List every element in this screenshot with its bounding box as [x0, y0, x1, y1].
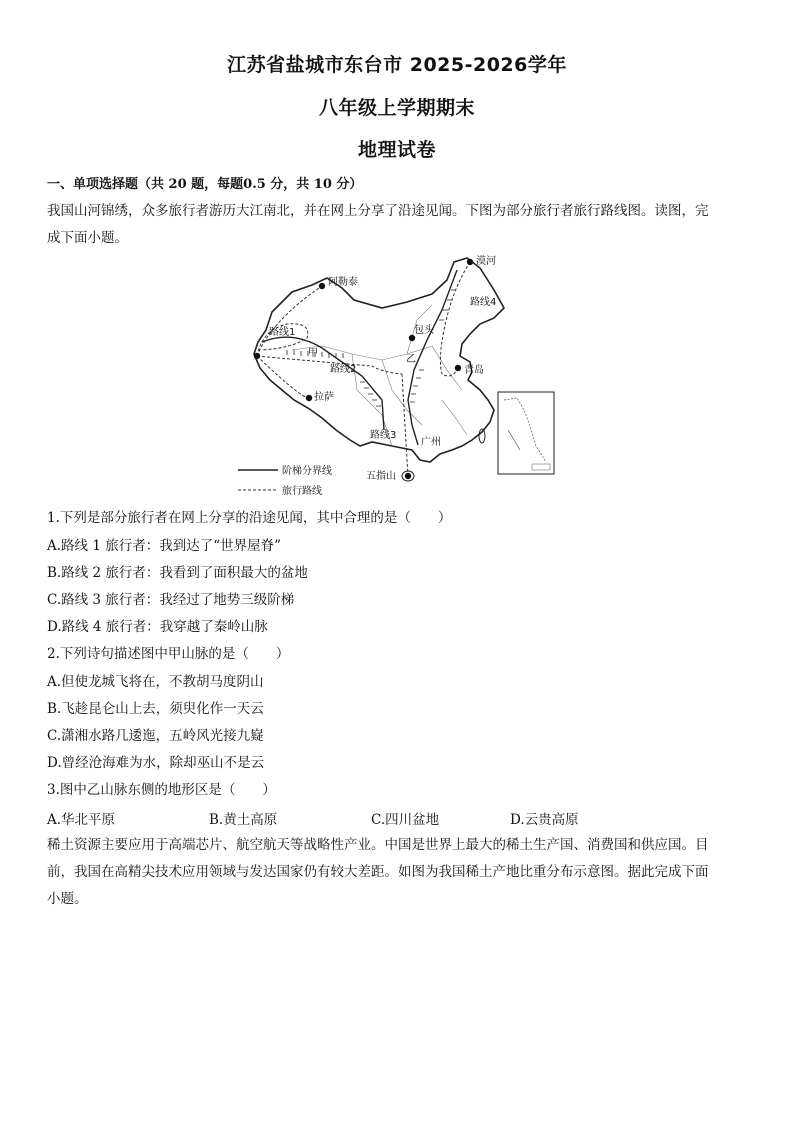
city-mohe [467, 259, 473, 265]
question-2-option-b[interactable]: B.飞趁昆仑山上去，须臾化作一天云 [47, 701, 264, 717]
label-jia: 甲 [308, 348, 318, 359]
china-map-svg [232, 250, 562, 500]
question-1-option-a[interactable]: A.路线 1 旅行者：我到达了“世界屋脊” [47, 538, 282, 554]
question-3-option-d[interactable]: D.云贵高原 [510, 812, 579, 828]
label-route3: 路线3 [370, 430, 397, 441]
label-wuzhishan: 五指山 [366, 471, 396, 482]
question-2-stem: 2.下列诗句描述图中甲山脉的是（ ） [47, 646, 290, 662]
label-yi: 乙 [406, 354, 416, 365]
question-3-stem: 3.图中乙山脉东侧的地形区是（ ） [47, 782, 276, 798]
city-altay [319, 283, 325, 289]
label-lhasa: 拉萨 [314, 392, 334, 403]
label-mohe: 漠河 [476, 256, 496, 267]
label-qingdao: 青岛 [464, 365, 484, 376]
label-baotou: 包头 [414, 325, 434, 336]
exam-title-line1: 江苏省盐城市东台市 2025-2026学年 [227, 54, 567, 76]
city-qingdao [455, 365, 461, 371]
section-heading: 一、单项选择题（共 20 题，每题0.5 分，共 10 分） [47, 177, 363, 192]
question-3-option-b[interactable]: B.黄土高原 [209, 812, 278, 828]
intro-text-line1: 我国山河锦绣，众多旅行者游历大江南北，并在网上分享了沿途见闻。下图为部分旅行者旅行路线图。读图，完 [47, 203, 709, 219]
label-route4: 路线4 [470, 297, 497, 308]
passage-2-line1: 稀土资源主要应用于高端芯片、航空航天等战略性产业。中国是世界上最大的稀土生产国、消费国和供应国。目 [47, 837, 709, 853]
exam-title-line2: 八年级上学期期末 [318, 97, 475, 119]
exam-title-line3: 地理试卷 [357, 139, 436, 161]
question-3-options [47, 808, 747, 826]
question-1-option-d[interactable]: D.路线 4 旅行者：我穿越了秦岭山脉 [47, 619, 268, 635]
passage-2-line2: 前，我国在高精尖技术应用领域与发达国家仍有较大差距。如图为我国稀土产地比重分布示意图。据此完成下面 [47, 864, 709, 880]
question-1-stem: 1.下列是部分旅行者在网上分享的沿途见闻，其中合理的是（ ） [47, 510, 452, 526]
question-1-option-b[interactable]: B.路线 2 旅行者：我看到了面积最大的盆地 [47, 565, 308, 581]
legend-route-label: 旅行路线 [282, 486, 322, 497]
city-west [254, 353, 260, 359]
city-lhasa [306, 395, 312, 401]
label-route1: 路线1 [269, 327, 296, 338]
passage-2-line3: 小题。 [47, 891, 88, 907]
city-wuzhishan [405, 473, 411, 479]
intro-text-line2: 成下面小题。 [47, 230, 128, 246]
travel-route-map [232, 250, 562, 500]
legend-boundary-label: 阶梯分界线 [282, 466, 332, 477]
label-altay: 阿勒泰 [328, 277, 358, 288]
question-2-option-a[interactable]: A.但使龙城飞将在，不教胡马度阴山 [47, 674, 264, 690]
question-3-option-a[interactable]: A.华北平原 [47, 812, 116, 828]
question-2-option-d[interactable]: D.曾经沧海难为水，除却巫山不是云 [47, 755, 265, 771]
label-guangzhou: 广州 [421, 437, 441, 448]
question-3-option-c[interactable]: C.四川盆地 [371, 812, 440, 828]
question-2-option-c[interactable]: C.潇湘水路几逶迤，五岭风光接九嶷 [47, 728, 264, 744]
route-3 [402, 374, 408, 476]
question-1-option-c[interactable]: C.路线 3 旅行者：我经过了地势三级阶梯 [47, 592, 295, 608]
label-route2: 路线2 [330, 364, 357, 375]
south-china-sea-inset [498, 392, 554, 474]
step-boundary-1 [262, 337, 384, 430]
